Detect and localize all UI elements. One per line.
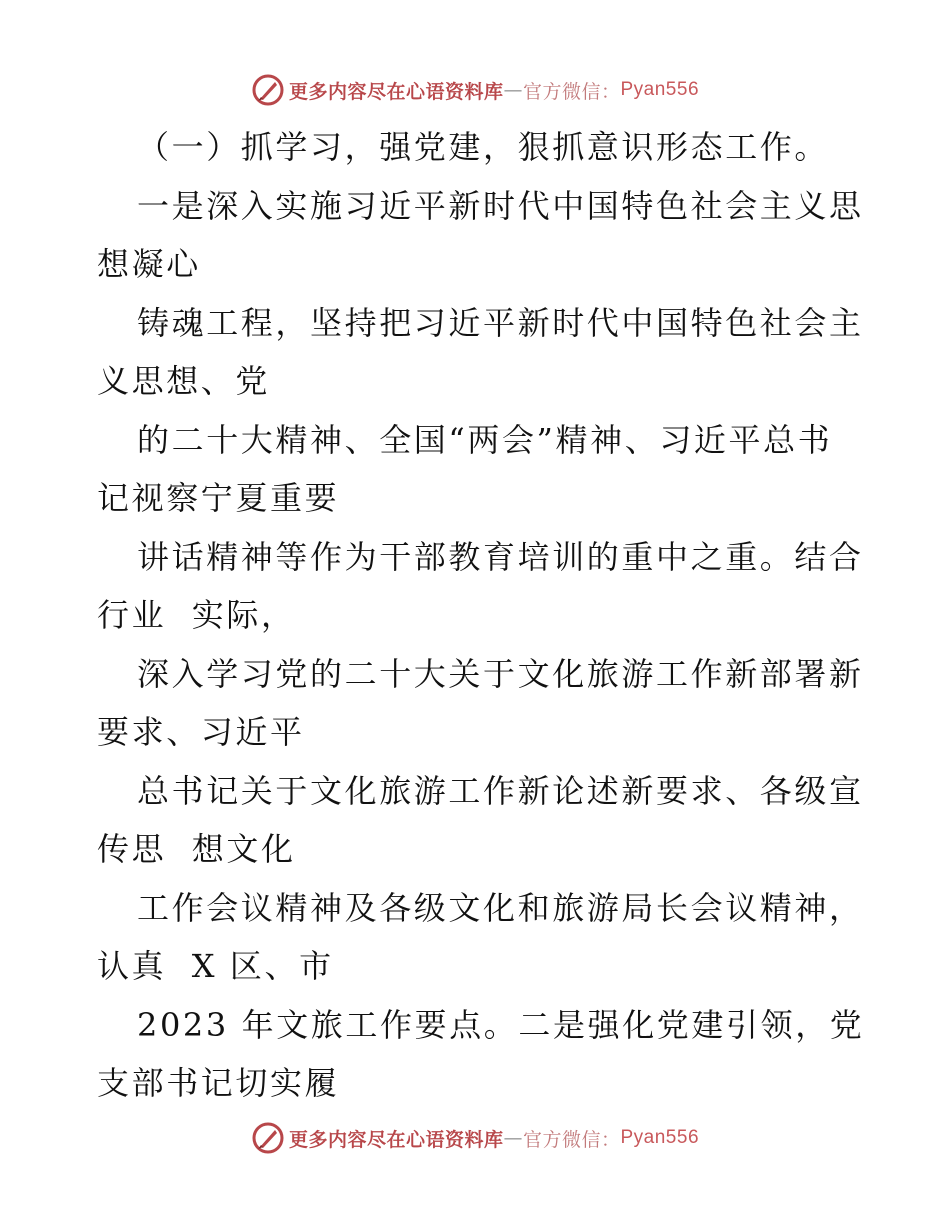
banner-main-text: 更多内容尽在心语资料库 (288, 80, 504, 103)
header-banner (0, 70, 950, 110)
doc-line: 的二十大精神、全国“两会”精神、习近平总书 (137, 420, 833, 459)
doc-line: 要求、习近平 (97, 713, 305, 751)
doc-line: 总书记关于文化旅游工作新论述新要求、各级宣 (137, 771, 864, 810)
doc-line: 行业 实际， (97, 596, 296, 634)
doc-line: 一是深入实施习近平新时代中国特色社会主义思 (137, 186, 864, 225)
doc-line: 铸魂工程，坚持把习近平新时代中国特色社会主 (137, 303, 864, 342)
banner-main-text: 更多内容尽在心语资料库 (288, 1128, 504, 1151)
banner-wechat-handle: Pyan556 (620, 79, 700, 100)
feather-pen-logo-icon (251, 1121, 285, 1155)
doc-line: 传思 想文化 (97, 830, 296, 868)
doc-line: 讲话精神等作为干部教育培训的重中之重。结合 (137, 537, 864, 576)
doc-line: 认真 X 区、市 (97, 947, 334, 985)
doc-line: 工作会议精神及各级文化和旅游局长会议精神， (137, 888, 864, 927)
feather-pen-logo-icon (251, 73, 285, 107)
banner-dash: — (503, 79, 523, 101)
banner-sub-text: 官方微信： (522, 1128, 621, 1151)
banner-wechat-handle: Pyan556 (620, 1127, 700, 1148)
doc-line: 深入学习党的二十大关于文化旅游工作新部署新 (137, 654, 864, 693)
document-body (97, 118, 865, 1113)
doc-line: 记视察宁夏重要 (97, 479, 340, 517)
doc-line: 义思想、党 (97, 362, 271, 400)
doc-line: 2023 年文旅工作要点。二是强化党建引领，党 (137, 1005, 865, 1044)
footer-banner (0, 1118, 950, 1158)
banner-sub-text: 官方微信： (522, 80, 621, 103)
doc-line-section-heading: （一）抓学习，强党建，狠抓意识形态工作。 (137, 128, 830, 166)
doc-line: 想凝心 (97, 245, 201, 283)
banner-dash: — (503, 1127, 523, 1149)
doc-line: 支部书记切实履 (97, 1064, 340, 1102)
